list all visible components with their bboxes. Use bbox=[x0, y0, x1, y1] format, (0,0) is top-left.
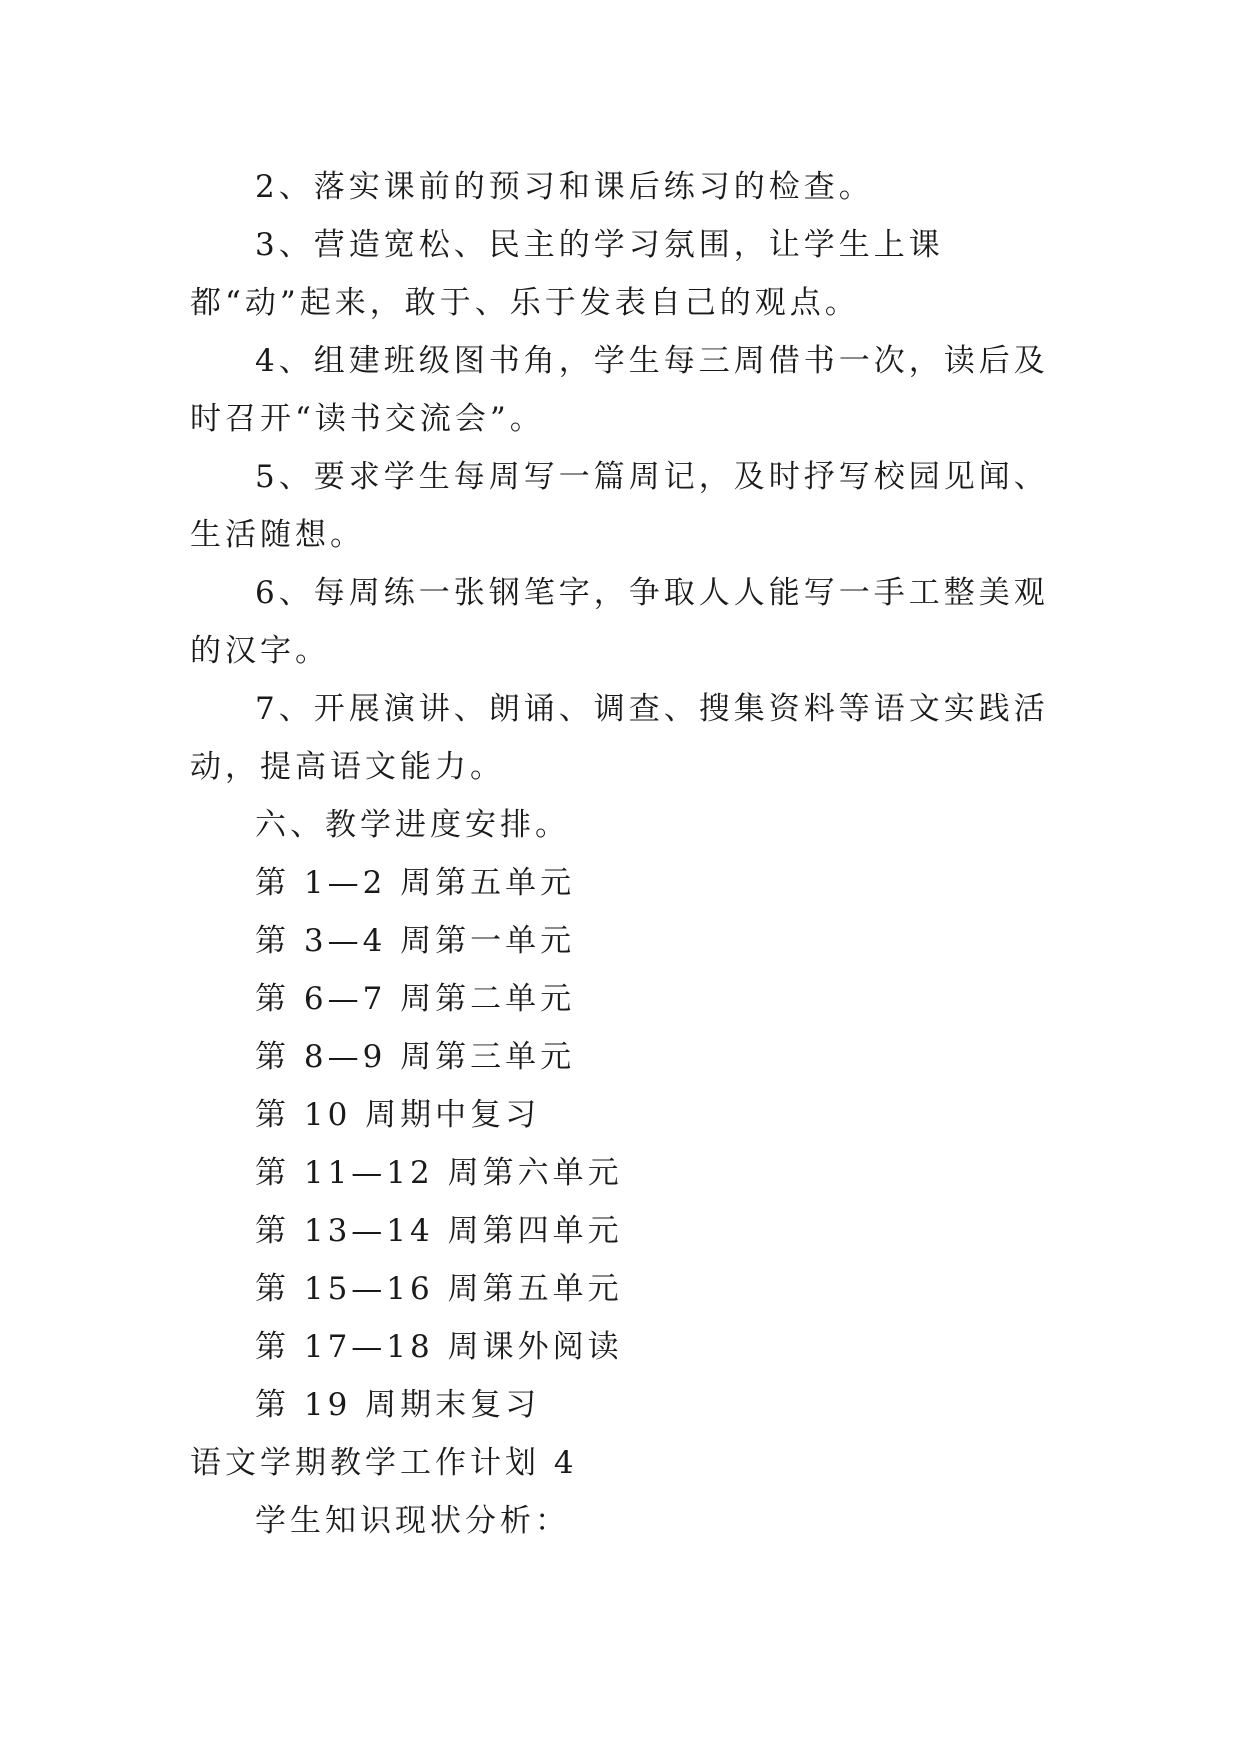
paragraph-item-4: 4、组建班级图书角，学生每三周借书一次，读后及时召开“读书交流会”。 bbox=[190, 343, 1049, 437]
schedule-line: 第 10 周期中复习 bbox=[255, 1097, 541, 1133]
plan-heading: 语文学期教学工作计划 4 bbox=[190, 1445, 578, 1481]
schedule-line: 第 3—4 周第一单元 bbox=[255, 923, 576, 959]
schedule-line: 第 1—2 周第五单元 bbox=[255, 865, 576, 901]
paragraph-item-3: 3、营造宽松、民主的学习氛围，让学生上课都“动”起来，敢于、乐于发表自己的观点。 bbox=[190, 227, 944, 321]
schedule-line: 第 11—12 周第六单元 bbox=[255, 1155, 623, 1191]
schedule-line: 第 17—18 周课外阅读 bbox=[255, 1329, 623, 1365]
paragraph-item-7: 7、开展演讲、朗诵、调查、搜集资料等语文实践活动，提高语文能力。 bbox=[190, 691, 1049, 785]
analysis-title: 学生知识现状分析： bbox=[255, 1503, 570, 1539]
schedule-line: 第 19 周期末复习 bbox=[255, 1387, 541, 1423]
schedule-line: 第 13—14 周第四单元 bbox=[255, 1213, 623, 1249]
schedule-line: 第 6—7 周第二单元 bbox=[255, 981, 576, 1017]
paragraph-item-5: 5、要求学生每周写一篇周记，及时抒写校园见闻、生活随想。 bbox=[190, 459, 1049, 553]
schedule-line: 第 15—16 周第五单元 bbox=[255, 1271, 623, 1307]
paragraph-item-6: 6、每周练一张钢笔字，争取人人能写一手工整美观的汉字。 bbox=[190, 575, 1049, 669]
schedule-line: 第 8—9 周第三单元 bbox=[255, 1039, 576, 1075]
section-title-schedule: 六、教学进度安排。 bbox=[255, 807, 570, 843]
document-body bbox=[190, 158, 1070, 1550]
paragraph-item-2: 2、落实课前的预习和课后练习的检查。 bbox=[255, 169, 874, 205]
